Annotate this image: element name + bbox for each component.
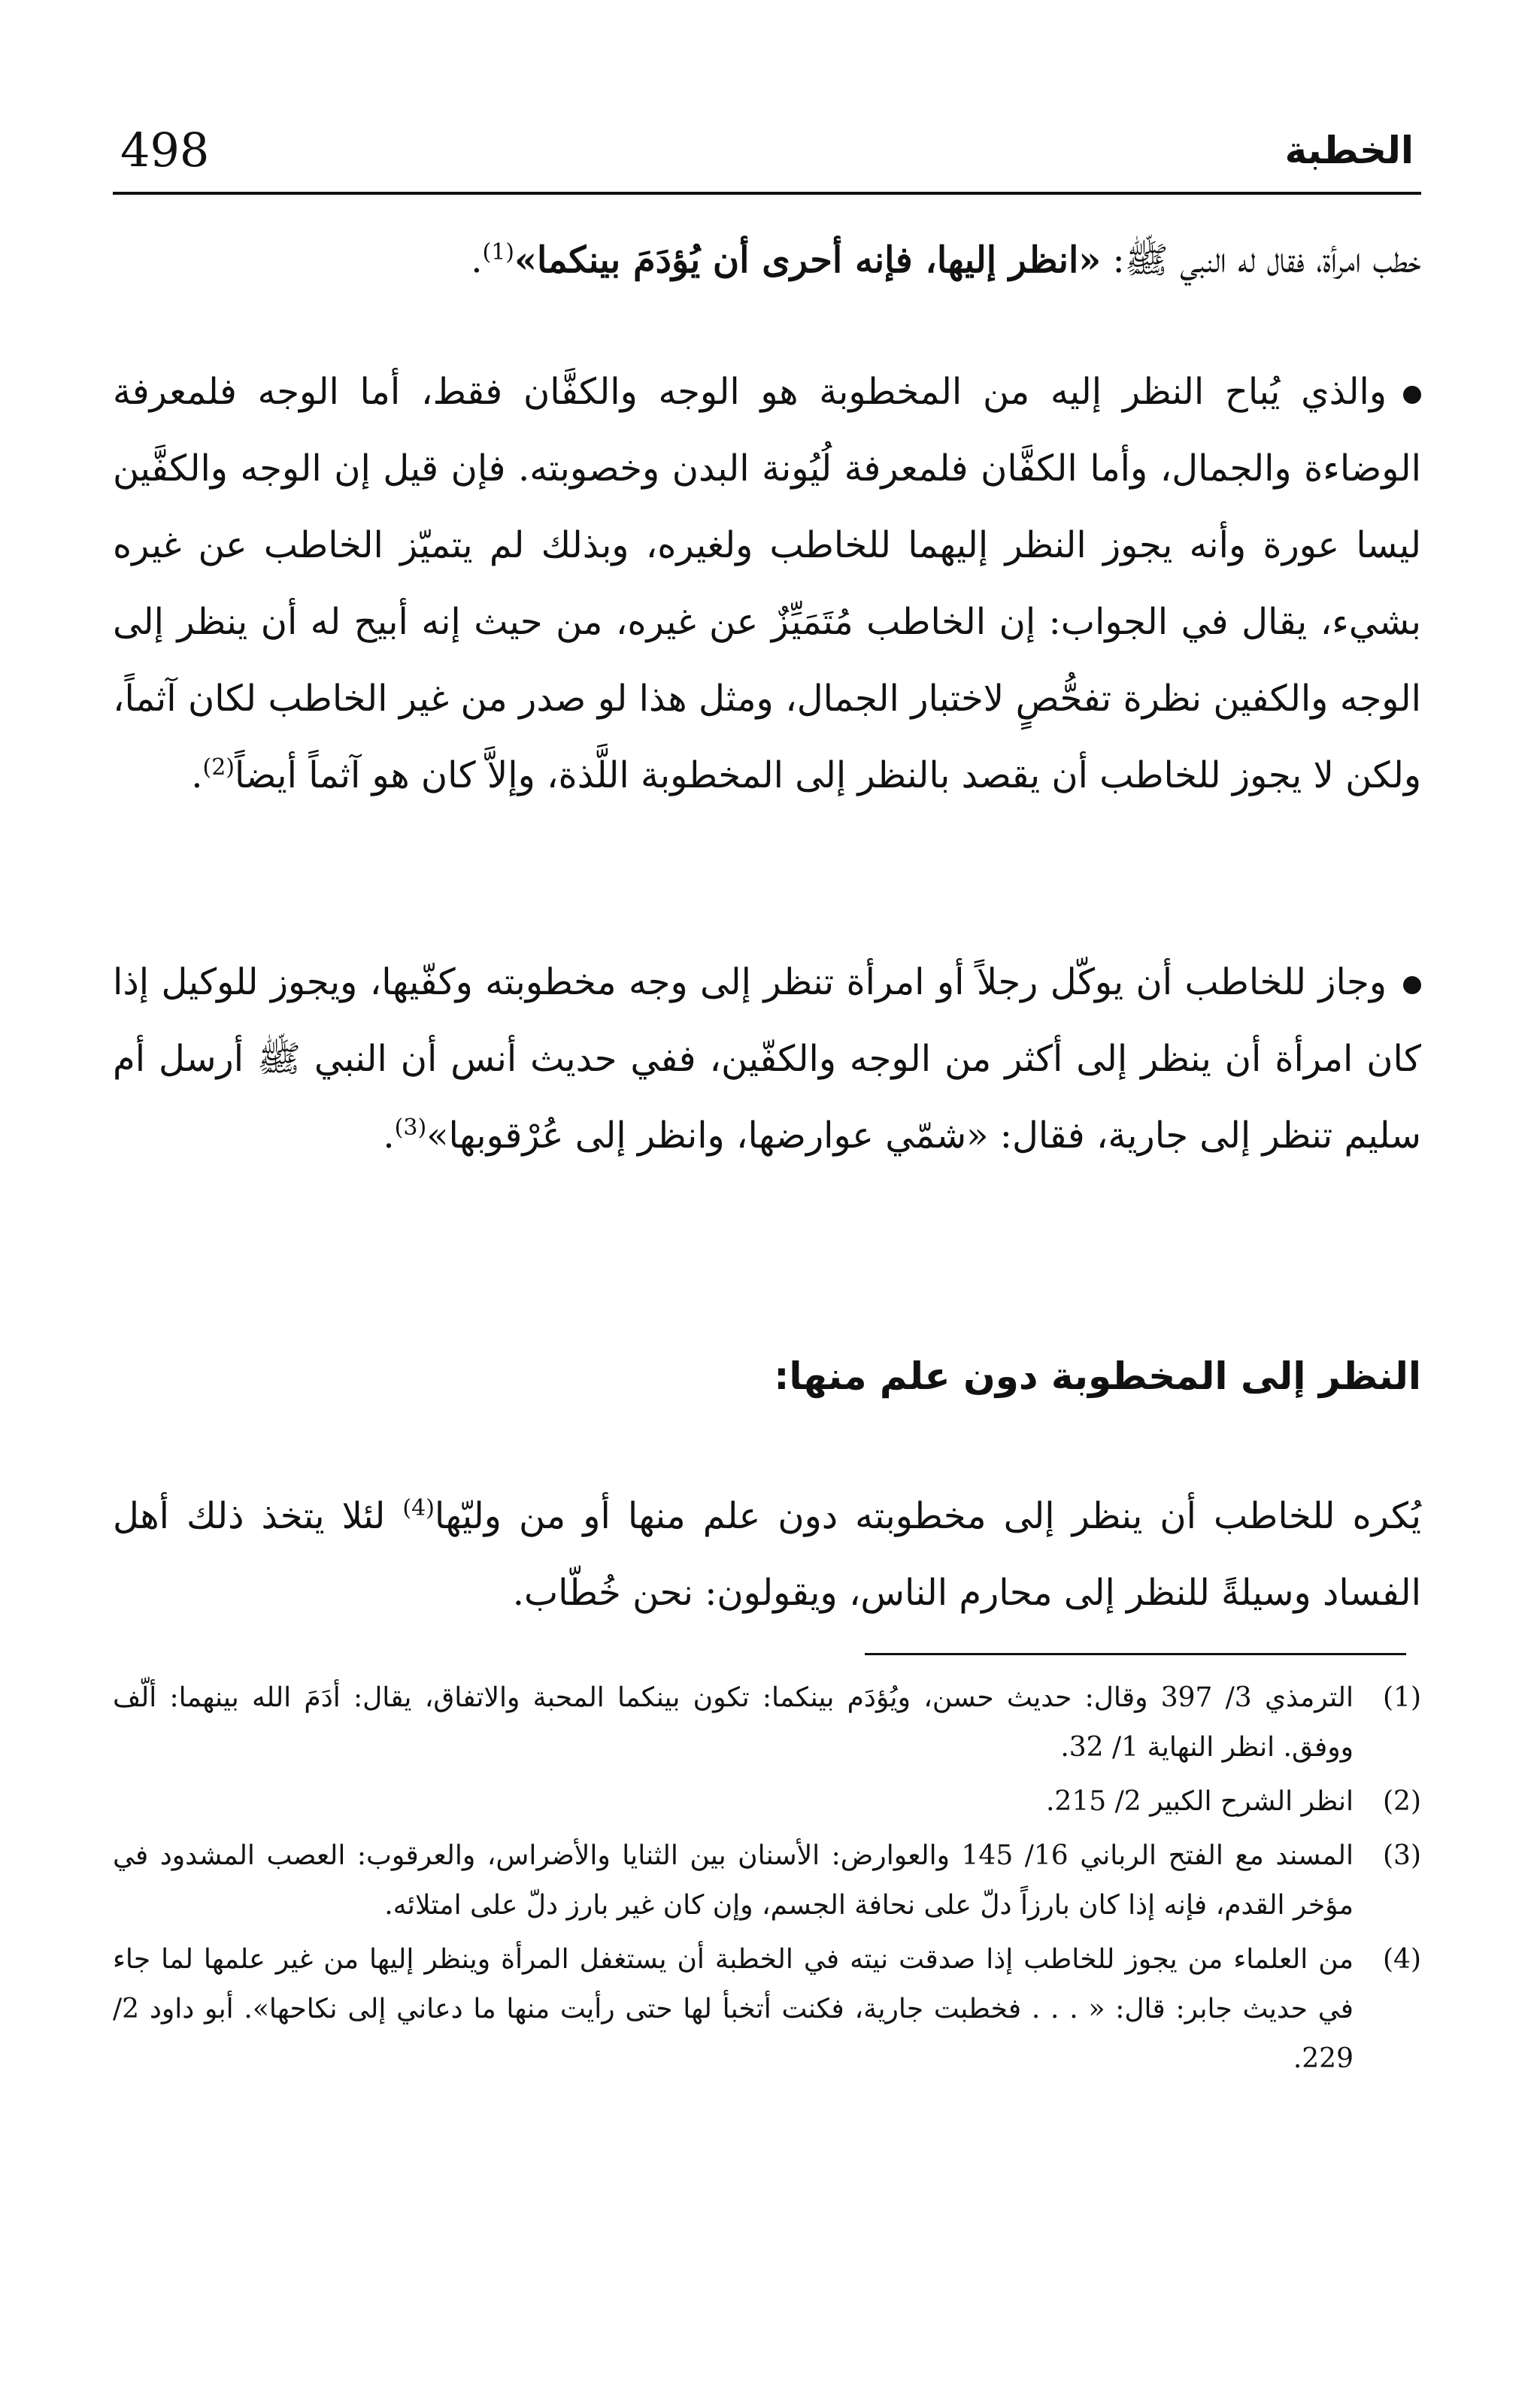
footnote-ref-2[interactable]: (2) bbox=[202, 754, 235, 781]
footnote-text: المسند مع الفتح الرباني 16/ 145 والعوارض: الأسنان بين الثنايا والأضراس، والعرقوب: العصب المشدود في مؤخر القدم، فإنه إذا كان بارزاً دلّ على نحافة الجسم، وإن كان غير بارز دلّ على امتلائه. bbox=[113, 1840, 1354, 1921]
footnote-item bbox=[113, 1831, 1421, 1930]
paragraph-3 bbox=[113, 944, 1421, 1174]
paragraph-4-text-a: يُكره للخاطب أن ينظر إلى مخطوبته دون علم منها أو من وليّها bbox=[434, 1495, 1421, 1537]
footnote-item bbox=[113, 1673, 1421, 1773]
bullet-icon bbox=[1403, 976, 1421, 994]
footnote-ref-4[interactable]: (4) bbox=[402, 1495, 435, 1521]
header-divider bbox=[113, 192, 1421, 195]
footnotes bbox=[113, 1673, 1421, 2088]
page-header bbox=[113, 113, 1421, 188]
footnote-text: انظر الشرح الكبير 2/ 215. bbox=[1045, 1786, 1354, 1817]
paragraph-2 bbox=[113, 353, 1421, 814]
paragraph-3-end: . bbox=[383, 1115, 395, 1157]
footnote-number: (2) bbox=[1383, 1786, 1421, 1817]
section-heading: النظر إلى المخطوبة دون علم منها: bbox=[774, 1354, 1421, 1398]
footnote-text: الترمذي 3/ 397 وقال: حديث حسن، ويُؤدَم بينكما: تكون بينكما المحبة والاتفاق، يقال: أدَمَ الله بينهما: ألّف ووفق. انظر النهاية 1/ 32. bbox=[113, 1682, 1354, 1763]
paragraph-2-end: . bbox=[191, 754, 203, 796]
footnote-ref-1[interactable]: (1) bbox=[482, 239, 515, 265]
paragraph-2-text: والذي يُباح النظر إليه من المخطوبة هو الوجه والكفَّان فقط، أما الوجه فلمعرفة الوضاءة والجمال، وأما الكفَّان فلمعرفة لُيُونة البدن وخصوبته. فإن قيل إن الوجه والكفَّين ليسا عورة وأنه يجوز النظر إليهما للخاطب ولغيره، وبذلك لم يتميّز الخاطب عن غيره بشيء، يقال في الجواب: إن الخاطب مُتَمَيِّزٌ عن غيره، من حيث إنه أبيح له أن ينظر إلى الوجه والكفين نظرة تفحُّصٍ لاختبار الجمال، ومثل هذا لو صدر من غير الخاطب لكان آثماً، ولكن لا يجوز للخاطب أن يقصد بالنظر إلى المخطوبة اللَّذة، وإلاَّ كان هو آثماً أيضاً bbox=[113, 371, 1422, 796]
paragraph-1-end: . bbox=[471, 239, 483, 281]
paragraph-1 bbox=[113, 222, 1421, 299]
running-title: الخطبة bbox=[1284, 129, 1414, 172]
footnote-number: (4) bbox=[1383, 1944, 1421, 1975]
footnote-ref-3[interactable]: (3) bbox=[394, 1115, 427, 1141]
paragraph-3-text: وجاز للخاطب أن يوكّل رجلاً أو امرأة تنظر إلى وجه مخطوبته وكفّيها، ويجوز للوكيل إذا كان امرأة أن ينظر إلى أكثر من الوجه والكفّين، ففي حديث أنس أن النبي ﷺ أرسل أم سليم تنظر إلى جارية، فقال: «شمّي عوارضها، وانظر إلى عُرْقوبها» bbox=[113, 961, 1421, 1157]
page-number: 498 bbox=[120, 123, 210, 177]
footnote-divider bbox=[865, 1653, 1406, 1655]
footnote-item bbox=[113, 1777, 1421, 1827]
paragraph-1-text: خطب امرأة، فقال له النبي ﷺ: bbox=[1101, 239, 1421, 281]
paragraph-4-text-b: لئلا يتخذ ذلك أهل الفساد وسيلةً للنظر إلى محارم الناس، ويقولون: نحن خُطّاب. bbox=[113, 1495, 1421, 1614]
footnote-number: (1) bbox=[1383, 1682, 1421, 1713]
bullet-icon bbox=[1403, 386, 1421, 404]
footnote-item bbox=[113, 1935, 1421, 2084]
paragraph-4 bbox=[113, 1478, 1421, 1631]
footnote-number: (3) bbox=[1383, 1840, 1421, 1871]
hadith-quote: «انظر إليها، فإنه أحرى أن يُؤدَمَ بينكما» bbox=[514, 239, 1102, 281]
footnote-text: من العلماء من يجوز للخاطب إذا صدقت نيته في الخطبة أن يستغفل المرأة وينظر إليها من غير علمها لما جاء في حديث جابر: قال: « . . . فخطبت جارية، فكنت أتخبأ لها حتى رأيت منها ما دعاني إلى نكاحها». أبو داود 2/ 229. bbox=[113, 1944, 1354, 2074]
